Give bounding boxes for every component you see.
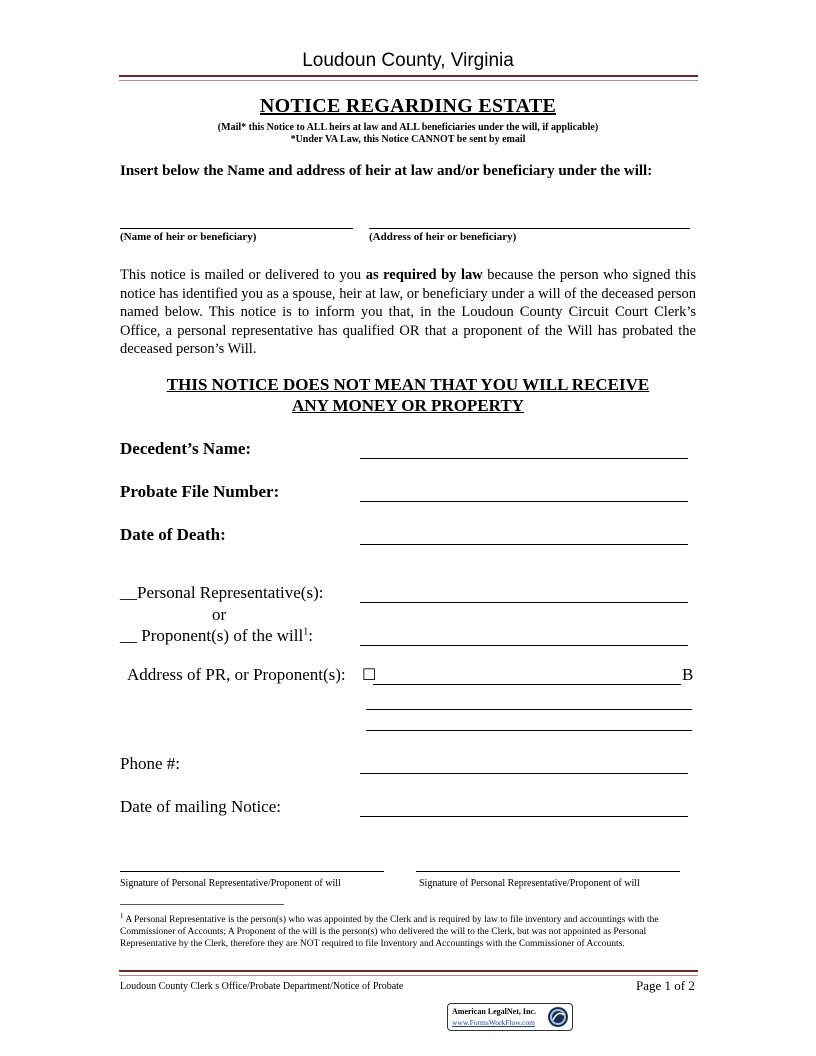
address-end-mark: B	[682, 665, 694, 684]
heir-name-label: (Name of heir or beneficiary)	[120, 231, 257, 243]
signature-right-label: Signature of Personal Representative/Proponent of will	[419, 878, 640, 889]
heir-address-label: (Address of heir or beneficiary)	[369, 231, 517, 243]
header-rule-bottom	[119, 80, 698, 81]
signature-left-label: Signature of Personal Representative/Proponent of will	[120, 878, 341, 889]
address-label: Address of PR, or Proponent(s):	[127, 665, 346, 684]
proponent-label-text: __ Proponent(s) of the will	[120, 626, 304, 645]
american-legalnet-badge[interactable]	[447, 1003, 573, 1031]
county-header: Loudoun County, Virginia	[302, 50, 514, 71]
address-field-line-2[interactable]	[366, 709, 692, 710]
signature-right-field[interactable]	[416, 871, 680, 872]
footnote	[120, 910, 696, 950]
personal-representative-field[interactable]	[360, 602, 688, 603]
page-number: Page 1 of 2	[636, 978, 695, 993]
notice-subtitle-mail: (Mail* this Notice to ALL heirs at law and ALL beneficiaries under the will, if applicable)	[217, 122, 599, 133]
date-of-death-label: Date of Death:	[120, 525, 226, 544]
badge-url-link[interactable]: www.FormsWorkFlow.com	[452, 1018, 536, 1027]
notice-paragraph	[120, 266, 696, 359]
probate-file-number-field[interactable]	[360, 501, 688, 502]
decedent-name-label: Decedent’s Name:	[120, 439, 252, 458]
warning-line-1	[0, 375, 816, 395]
footer-department: Loudoun County Clerk s Office/Probate Department/Notice of Probate	[120, 981, 404, 992]
paragraph-intro: This notice is mailed or delivered to you	[120, 267, 366, 283]
address-field-line-3[interactable]	[366, 730, 692, 731]
warning-text-1: THIS NOTICE DOES NOT MEAN THAT YOU WILL RECEIVE	[166, 375, 650, 394]
proponent-label	[120, 626, 313, 646]
footer-rule-top	[119, 970, 698, 972]
heir-name-field[interactable]	[120, 228, 353, 229]
address-field-line-1[interactable]	[373, 684, 681, 685]
decedent-name-field[interactable]	[360, 458, 688, 459]
notice-title: NOTICE REGARDING ESTATE	[259, 95, 557, 117]
proponent-colon: :	[308, 626, 313, 645]
badge-company-name: American LegalNet, Inc.	[452, 1007, 536, 1016]
phone-label: Phone #:	[120, 754, 180, 773]
mailing-date-label: Date of mailing Notice:	[120, 797, 281, 816]
address-checkbox[interactable]: ☐	[362, 667, 377, 684]
footnote-text: A Personal Representative is the person(s) who was appointed by the Clerk and is required by law to file inventory and accountings with the Commissioner of Accounts; A Proponent of the will is the person(s) who delivered the will to the Clerk, but was not appointed as Personal Representative by the Clerk, therefore they are NOT required to file Inventory and Accountings with the Commissioner of Accounts.	[120, 915, 659, 950]
globe-logo-icon	[547, 1006, 569, 1028]
personal-representative-label: __Personal Representative(s):	[120, 583, 324, 602]
notice-subtitle-email: *Under VA Law, this Notice CANNOT be sent by email	[290, 134, 526, 145]
or-label: or	[212, 605, 227, 624]
mailing-date-field[interactable]	[360, 816, 688, 817]
paragraph-rest: because the person who signed this notice has identified you as a spouse, heir at law, or beneficiary under a will of the deceased person named below. This notice is to inform you that, in the Loudoun County Circuit Court Clerk’s Office, a personal representative has qualified OR that a proponent of the Will has probated the deceased person’s Will.	[120, 267, 696, 357]
footnote-separator	[120, 904, 284, 905]
probate-file-number-label: Probate File Number:	[120, 482, 280, 501]
proponent-field[interactable]	[360, 645, 688, 646]
header-rule-top	[119, 75, 698, 77]
footnote-number: 1	[120, 912, 124, 920]
footnote-reference: 1	[303, 626, 309, 638]
warning-line-2	[0, 396, 816, 416]
warning-text-2: ANY MONEY OR PROPERTY	[292, 396, 524, 415]
insert-heading: Insert below the Name and address of heir at law and/or beneficiary under the will:	[120, 163, 653, 179]
signature-left-field[interactable]	[120, 871, 384, 872]
heir-address-field[interactable]	[369, 228, 690, 229]
footer-rule-bottom	[119, 975, 698, 976]
phone-field[interactable]	[360, 773, 688, 774]
paragraph-bold: as required by law	[365, 267, 483, 283]
date-of-death-field[interactable]	[360, 544, 688, 545]
